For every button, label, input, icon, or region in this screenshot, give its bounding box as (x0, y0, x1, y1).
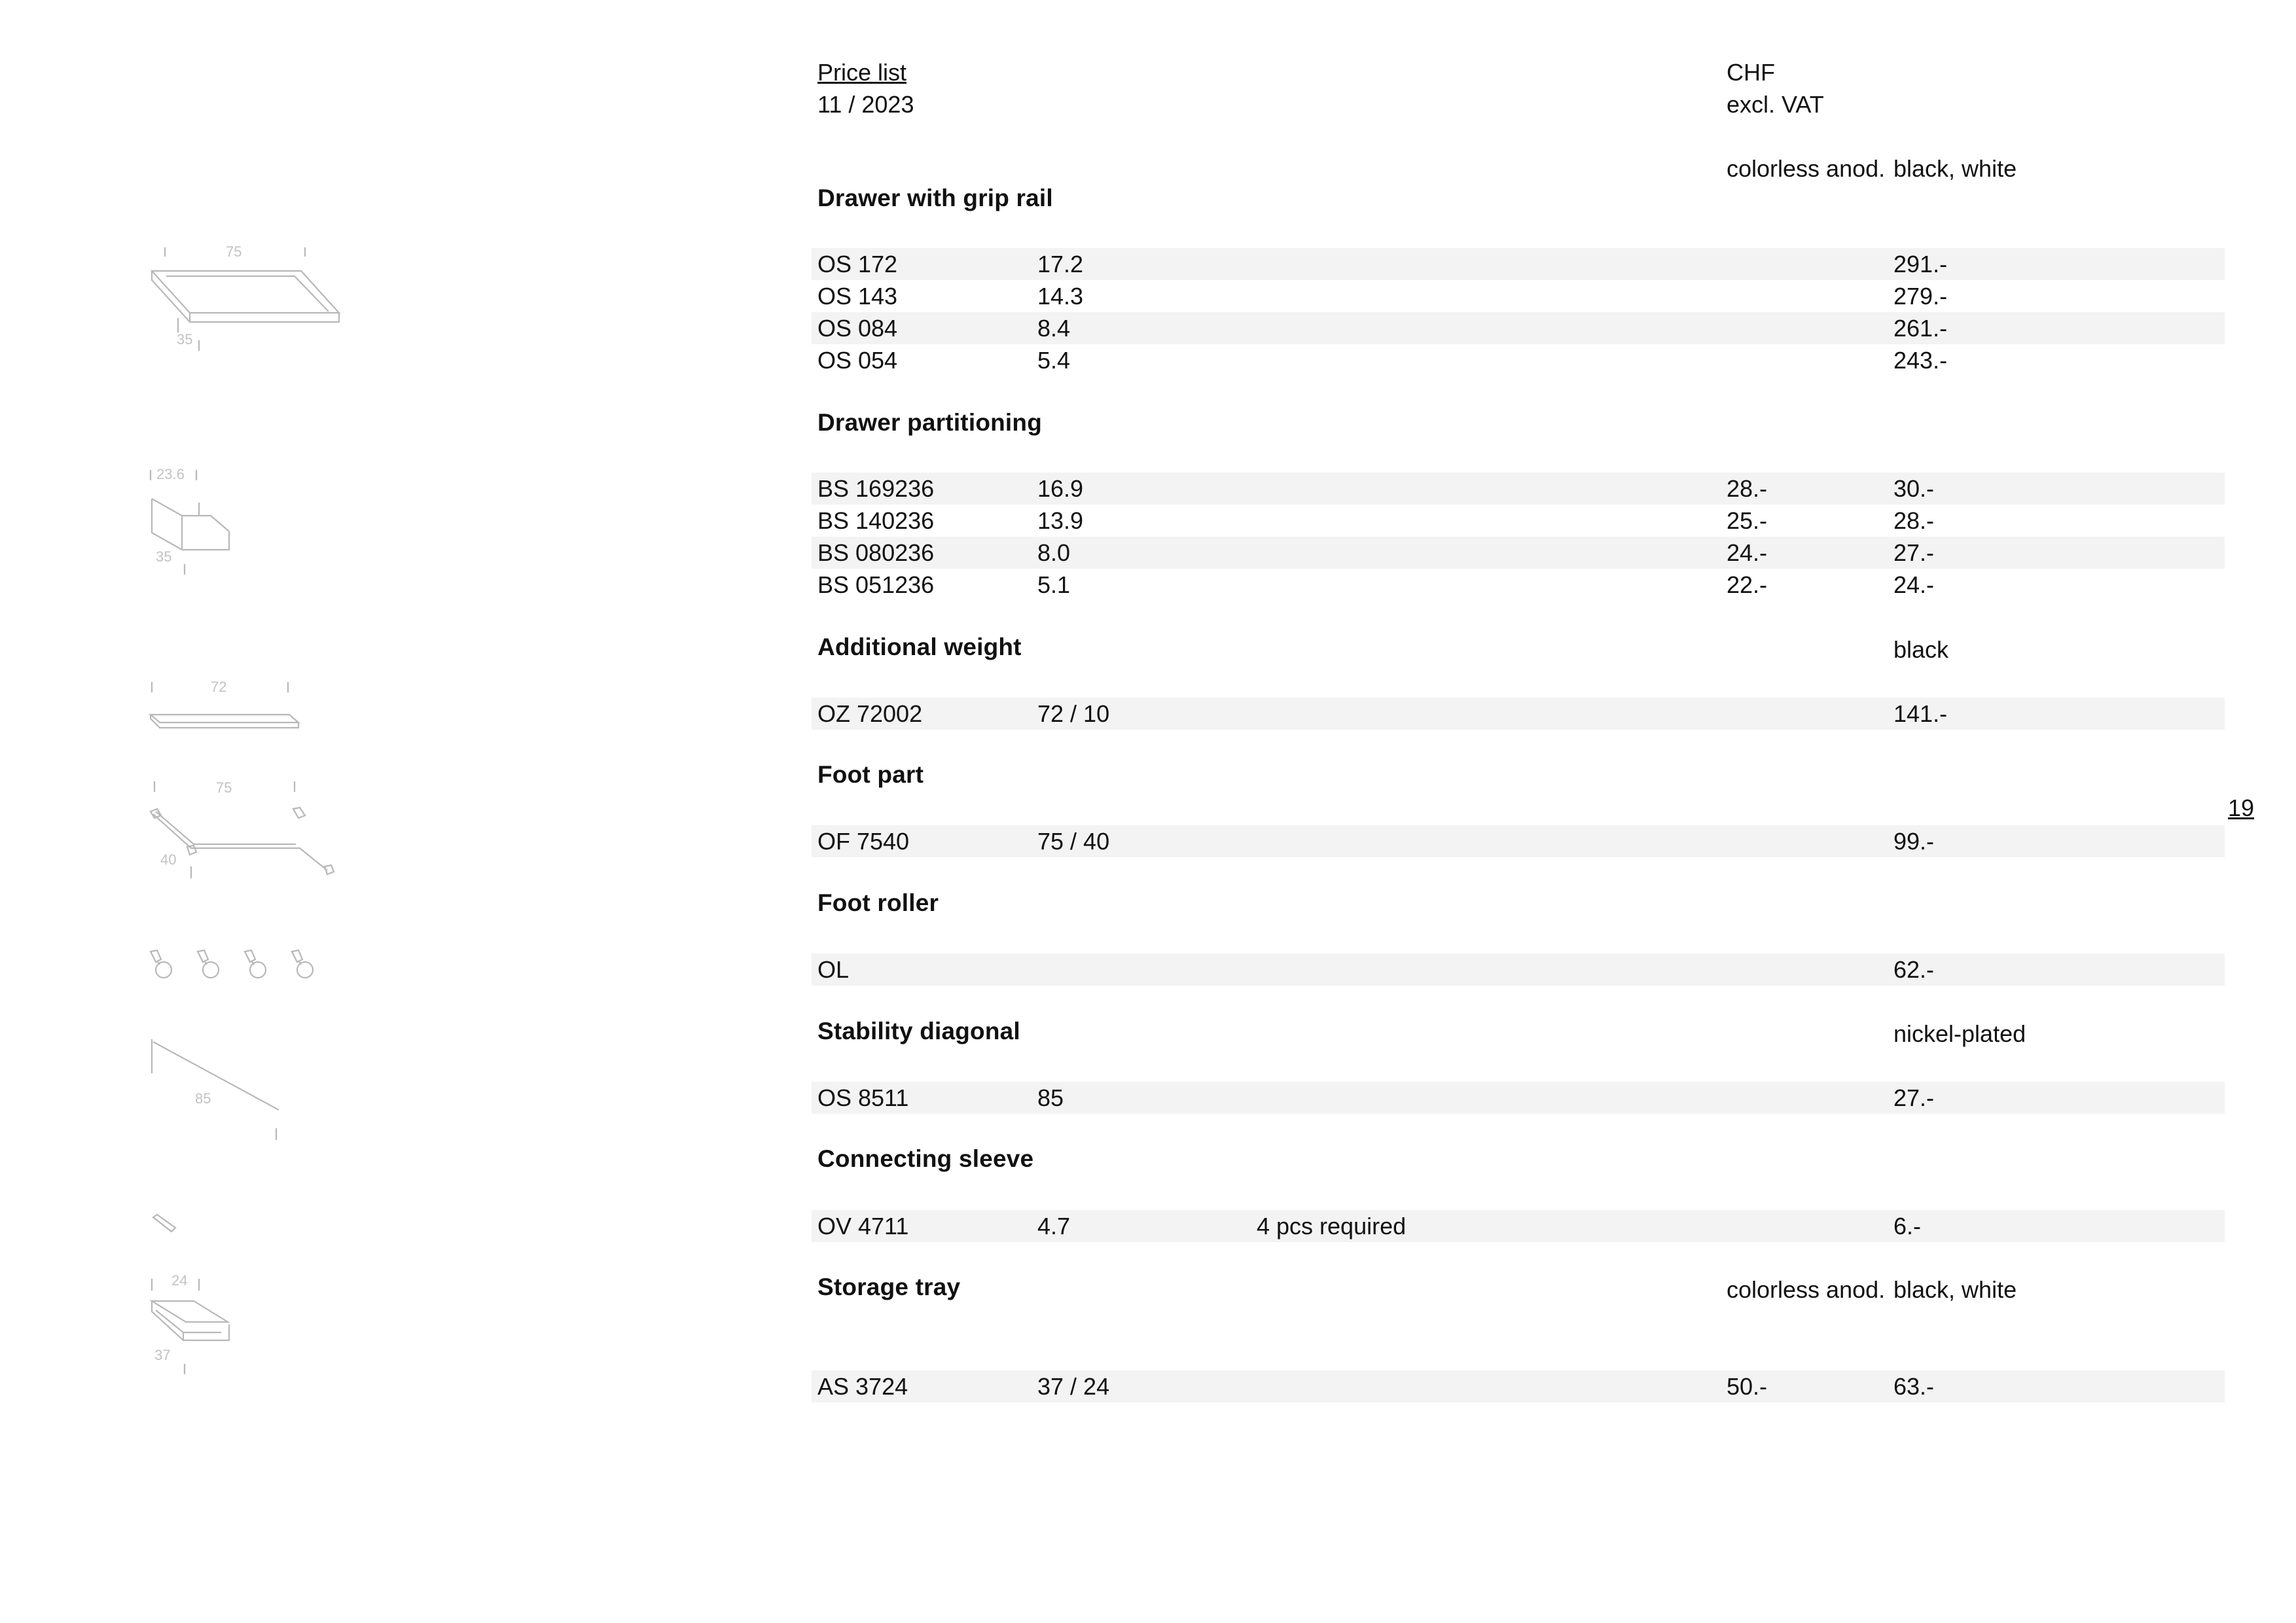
row-stripe (812, 1082, 2225, 1114)
vat-note: excl. VAT (1727, 91, 1824, 118)
document-title: Price list (817, 59, 907, 86)
finish-header-colorless: colorless anod. (1727, 155, 1886, 182)
section-title: Storage tray (817, 1274, 961, 1300)
row-code: OS 143 (817, 283, 898, 310)
row-price: 63.- (1893, 1373, 1935, 1400)
row-stripe (812, 954, 2225, 986)
row-price: 99.- (1893, 828, 1935, 855)
row-size: 5.1 (1037, 571, 1071, 598)
dimension-label: 75 (226, 243, 242, 260)
row-code: OV 4711 (817, 1213, 909, 1240)
dimension-label: 24 (171, 1272, 188, 1289)
row-stripe (812, 473, 2225, 505)
row-size: 5.4 (1037, 347, 1071, 374)
row-price-colorless: 22.- (1727, 571, 1768, 598)
page-number: 19 (2228, 794, 2255, 821)
row-code: OL (817, 956, 850, 983)
row-price-colorless: 50.- (1727, 1373, 1768, 1400)
dimension-label: 35 (177, 331, 193, 348)
section-title: Drawer partitioning (817, 409, 1042, 436)
row-size: 4.7 (1037, 1213, 1071, 1240)
document-date: 11 / 2023 (817, 91, 914, 118)
row-stripe (812, 1210, 2225, 1242)
row-price: 24.- (1893, 571, 1935, 598)
row-size: 13.9 (1037, 507, 1084, 534)
row-code: BS 080236 (817, 539, 935, 566)
row-price: 27.- (1893, 539, 1935, 566)
dimension-label: 85 (195, 1090, 211, 1107)
row-price-colorless: 25.- (1727, 507, 1768, 534)
section-title: Drawer with grip rail (817, 185, 1053, 211)
dimension-label: 37 (154, 1347, 171, 1363)
row-stripe (812, 312, 2225, 344)
section-title: Additional weight (817, 633, 1022, 660)
drawer-grip-rail-sketch (144, 242, 353, 353)
row-price-colorless: 24.- (1727, 539, 1768, 566)
row-code: OS 172 (817, 251, 898, 277)
row-price: 141.- (1893, 700, 1948, 727)
row-size: 75 / 40 (1037, 828, 1110, 855)
row-code: BS 140236 (817, 507, 935, 534)
row-stripe (812, 825, 2225, 857)
section-title: Foot roller (817, 889, 939, 916)
storage-tray-sketch (144, 1276, 249, 1381)
row-code: OS 8511 (817, 1084, 909, 1111)
row-code: OS 084 (817, 315, 898, 342)
dimension-label: 72 (211, 679, 227, 695)
row-stripe (812, 698, 2225, 730)
dimension-label: 35 (156, 548, 172, 565)
row-code: OZ 72002 (817, 700, 923, 727)
row-stripe (812, 537, 2225, 569)
row-size: 8.4 (1037, 315, 1071, 342)
row-price: 27.- (1893, 1084, 1935, 1111)
finish-header-colored: black, white (1893, 155, 2017, 182)
section-title: Foot part (817, 761, 924, 788)
row-code: BS 169236 (817, 475, 935, 502)
dimension-label: 75 (216, 779, 232, 796)
connecting-sleeve-sketch (149, 1212, 188, 1238)
row-size: 8.0 (1037, 539, 1071, 566)
finish-header-colored: nickel-plated (1893, 1020, 2026, 1047)
section-title: Connecting sleeve (817, 1145, 1034, 1172)
currency-label: CHF (1727, 59, 1775, 86)
row-size: 72 / 10 (1037, 700, 1110, 727)
row-price: 291.- (1893, 251, 1948, 277)
row-price: 28.- (1893, 507, 1935, 534)
stability-diagonal-sketch (144, 1037, 295, 1141)
row-size: 37 / 24 (1037, 1373, 1110, 1400)
finish-header-colored: black (1893, 636, 1949, 663)
row-size: 16.9 (1037, 475, 1084, 502)
row-price: 30.- (1893, 475, 1935, 502)
row-price: 261.- (1893, 315, 1948, 342)
dimension-label: 40 (160, 851, 177, 868)
finish-header-colorless: colorless anod. (1727, 1276, 1886, 1303)
row-code: OS 054 (817, 347, 898, 374)
row-stripe (812, 1370, 2225, 1402)
row-code: OF 7540 (817, 828, 910, 855)
row-size: 14.3 (1037, 283, 1084, 310)
row-code: AS 3724 (817, 1373, 908, 1400)
row-price: 62.- (1893, 956, 1935, 983)
foot-roller-sketch (145, 948, 329, 987)
row-price-colorless: 28.- (1727, 475, 1768, 502)
row-stripe (812, 248, 2225, 280)
dimension-label: 23.6 (156, 466, 185, 482)
row-size: 85 (1037, 1084, 1064, 1111)
row-note: 4 pcs required (1257, 1213, 1407, 1240)
row-price: 243.- (1893, 347, 1948, 374)
row-size: 17.2 (1037, 251, 1084, 277)
row-code: BS 051236 (817, 571, 935, 598)
row-price: 279.- (1893, 283, 1948, 310)
section-title: Stability diagonal (817, 1018, 1020, 1044)
row-price: 6.- (1893, 1213, 1922, 1240)
finish-header-colored: black, white (1893, 1276, 2017, 1303)
